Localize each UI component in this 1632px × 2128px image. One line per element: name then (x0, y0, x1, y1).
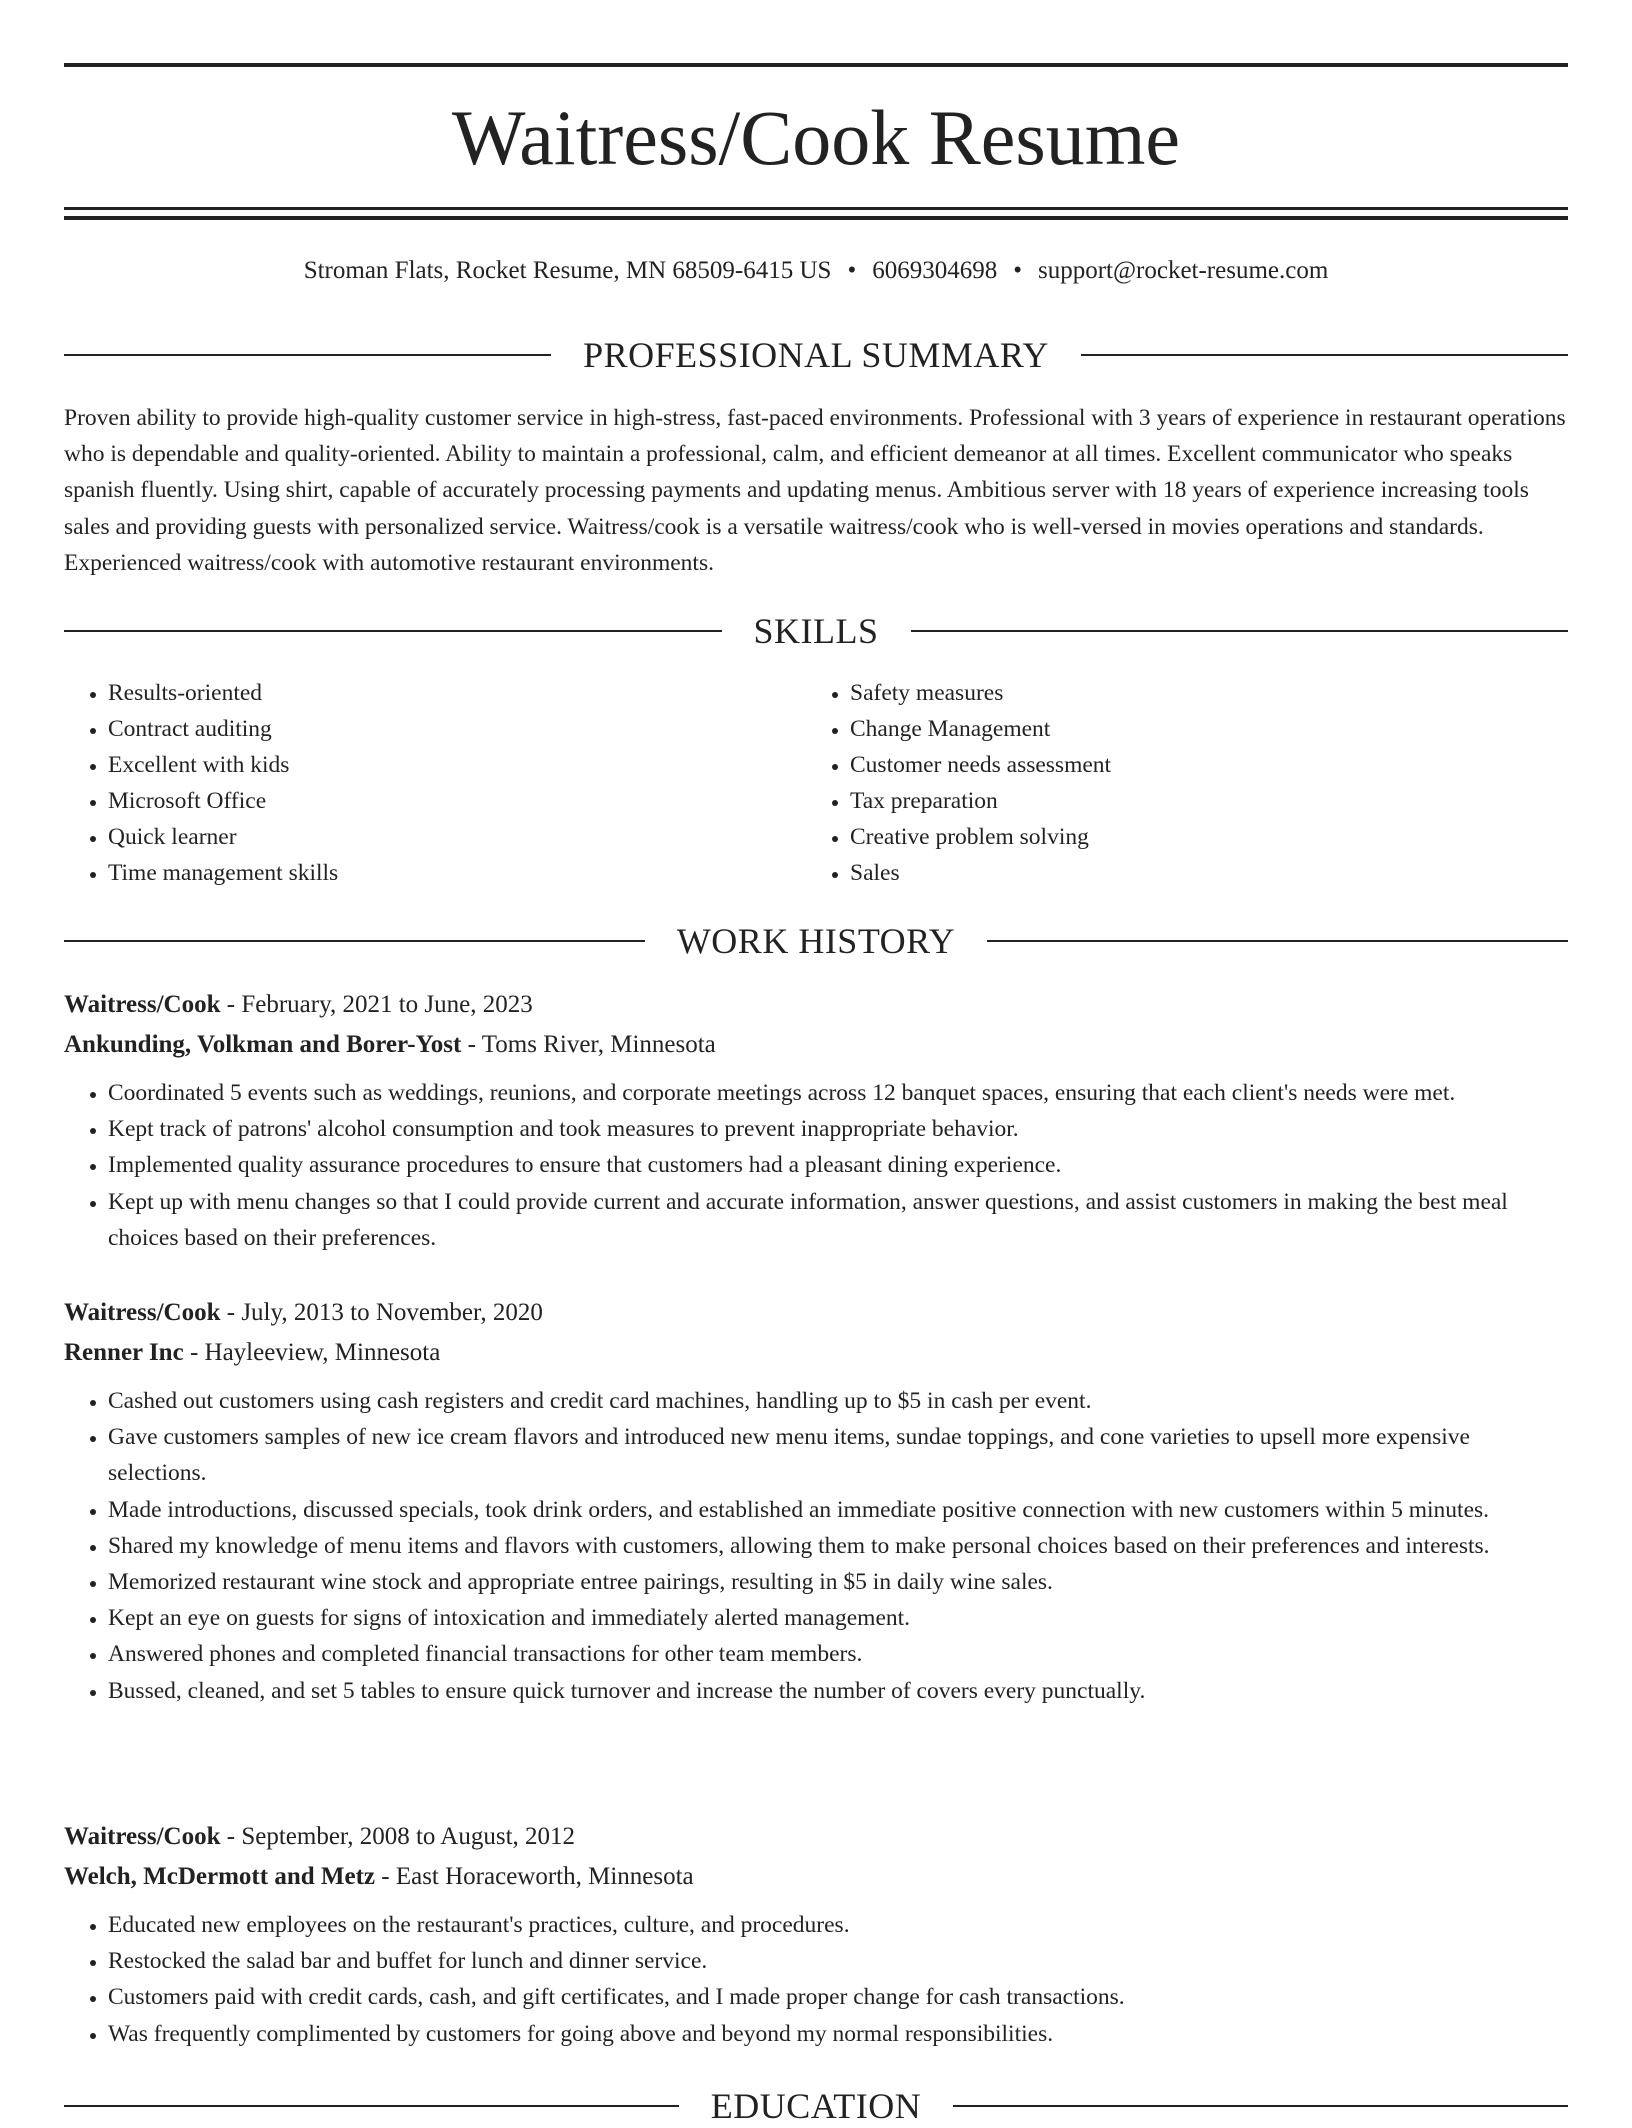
job-bullet: • Kept track of patrons' alcohol consumption and took measures to prevent inappropriate behavior. (108, 1111, 1568, 1147)
heading-rule-left (64, 2105, 679, 2107)
skill-item: • Safety measures (850, 675, 1548, 711)
job-bullet: • Made introductions, discussed specials, took drink orders, and established an immediate positive connection with new customers within 5 minutes. (108, 1492, 1568, 1528)
heading-rule-left (64, 940, 645, 942)
job-company: Welch, McDermott and Metz (64, 1863, 375, 1890)
skill-item: • Creative problem solving (850, 819, 1548, 855)
job-company-line (64, 1857, 1568, 1897)
job-company-line (64, 1025, 1568, 1065)
section-heading-work-history (64, 919, 1568, 963)
job-bullet: • Gave customers samples of new ice cream flavors and introduced new menu items, sundae toppings, and cone varieties to upsell more expensive selections. (108, 1419, 1568, 1491)
skills-column-right (806, 675, 1548, 891)
contact-separator: • (1013, 257, 1022, 284)
job-title: Waitress/Cook (64, 1299, 221, 1326)
job-company: Renner Inc (64, 1339, 184, 1366)
job-bullet: • Implemented quality assurance procedures to ensure that customers had a pleasant dining experience. (108, 1147, 1568, 1183)
job-title-line (64, 1817, 1568, 1857)
skill-item: • Microsoft Office (108, 783, 806, 819)
section-heading-skills (64, 609, 1568, 653)
job-dates: - July, 2013 to November, 2020 (220, 1299, 543, 1326)
job-bullet: • Answered phones and completed financial transactions for other team members. (108, 1636, 1568, 1672)
job-location: - East Horaceworth, Minnesota (375, 1863, 694, 1890)
job-bullet: • Was frequently complimented by customers for going above and beyond my normal responsibilities. (108, 2016, 1568, 2052)
job-company: Ankunding, Volkman and Borer-Yost (64, 1031, 462, 1058)
job-title-line (64, 1293, 1568, 1333)
job-bullet: • Kept an eye on guests for signs of intoxication and immediately alerted management. (108, 1600, 1568, 1636)
section-title-work-history: WORK HISTORY (676, 921, 956, 961)
job-entry (64, 1293, 1568, 1709)
job-bullets (64, 1075, 1568, 1256)
job-bullet: • Kept up with menu changes so that I could provide current and accurate information, answer questions, and assist customers in making the best meal choices based on their preferences. (108, 1184, 1568, 1256)
heading-rule-right (1081, 354, 1568, 356)
section-heading-summary (64, 333, 1568, 377)
resume-title: Waitress/Cook Resume (451, 94, 1181, 181)
skill-item: • Excellent with kids (108, 747, 806, 783)
skill-item: • Results-oriented (108, 675, 806, 711)
skills-list (64, 675, 1568, 891)
job-bullet: • Customers paid with credit cards, cash, and gift certificates, and I made proper change for cash transactions. (108, 1979, 1568, 2015)
job-bullet: • Bussed, cleaned, and set 5 tables to ensure quick turnover and increase the number of covers every punctually. (108, 1673, 1568, 1709)
job-title: Waitress/Cook (64, 1823, 221, 1850)
top-rule (64, 63, 1568, 67)
skill-item: • Change Management (850, 711, 1548, 747)
contact-address: Stroman Flats, Rocket Resume, MN 68509-6415 US (303, 257, 832, 284)
contact-separator: • (847, 257, 857, 284)
job-bullet: • Cashed out customers using cash registers and credit card machines, handling up to $5 in cash per event. (108, 1383, 1568, 1419)
skill-item: • Quick learner (108, 819, 806, 855)
contact-email: support@rocket-resume.com (1038, 257, 1329, 284)
section-heading-education (64, 2084, 1568, 2128)
skill-item: • Customer needs assessment (850, 747, 1548, 783)
job-company-line (64, 1333, 1568, 1373)
job-title: Waitress/Cook (64, 991, 221, 1018)
job-dates: - February, 2021 to June, 2023 (220, 991, 533, 1018)
job-dates: - September, 2008 to August, 2012 (220, 1823, 576, 1850)
section-title-skills: SKILLS (753, 611, 879, 651)
skills-column-left (64, 675, 806, 891)
section-title-education: EDUCATION (710, 2086, 922, 2126)
job-bullets (64, 1383, 1568, 1709)
section-title-summary: PROFESSIONAL SUMMARY (583, 335, 1049, 375)
job-bullet: • Restocked the salad bar and buffet for lunch and dinner service. (108, 1943, 1568, 1979)
heading-rule-right (911, 630, 1569, 632)
job-bullet: • Educated new employees on the restaurant's practices, culture, and procedures. (108, 1907, 1568, 1943)
contact-phone: 6069304698 (872, 257, 998, 284)
skill-item: • Tax preparation (850, 783, 1548, 819)
job-location: - Hayleeview, Minnesota (183, 1339, 441, 1366)
job-entry (64, 1817, 1568, 2052)
skill-item: • Contract auditing (108, 711, 806, 747)
skill-item: • Time management skills (108, 855, 806, 891)
job-location: - Toms River, Minnesota (461, 1031, 716, 1058)
job-bullet: • Memorized restaurant wine stock and appropriate entree pairings, resulting in $5 in daily wine sales. (108, 1564, 1568, 1600)
job-entry (64, 985, 1568, 1256)
contact-line (64, 254, 1568, 288)
title-double-rule (64, 207, 1568, 220)
professional-summary-text: Proven ability to provide high-quality customer service in high-stress, fast-paced environments. Professional with 3 years of experience in restaurant operations who is dependable and quality-oriented. Ability to maintain a professional, calm, and efficient demeanor at all times. Excellent communicator who speaks spanish fluently. Using shirt, capable of accurately processing payments and updating menus. Ambitious server with 18 years of experience increasing tools sales and providing guests with personalized service. Waitress/cook is a versatile waitress/cook who is well-versed in movies operations and standards. Experienced waitress/cook with automotive restaurant environments. (64, 405, 1566, 576)
job-bullet: • Shared my knowledge of menu items and flavors with customers, allowing them to make personal choices based on their preferences and interests. (108, 1528, 1568, 1564)
job-bullet: • Coordinated 5 events such as weddings, reunions, and corporate meetings across 12 banquet spaces, ensuring that each client's needs were met. (108, 1075, 1568, 1111)
heading-rule-left (64, 354, 551, 356)
job-title-line (64, 985, 1568, 1025)
heading-rule-right (987, 940, 1568, 942)
heading-rule-right (953, 2105, 1568, 2107)
job-bullets (64, 1907, 1568, 2052)
heading-rule-left (64, 630, 722, 632)
skill-item: • Sales (850, 855, 1548, 891)
